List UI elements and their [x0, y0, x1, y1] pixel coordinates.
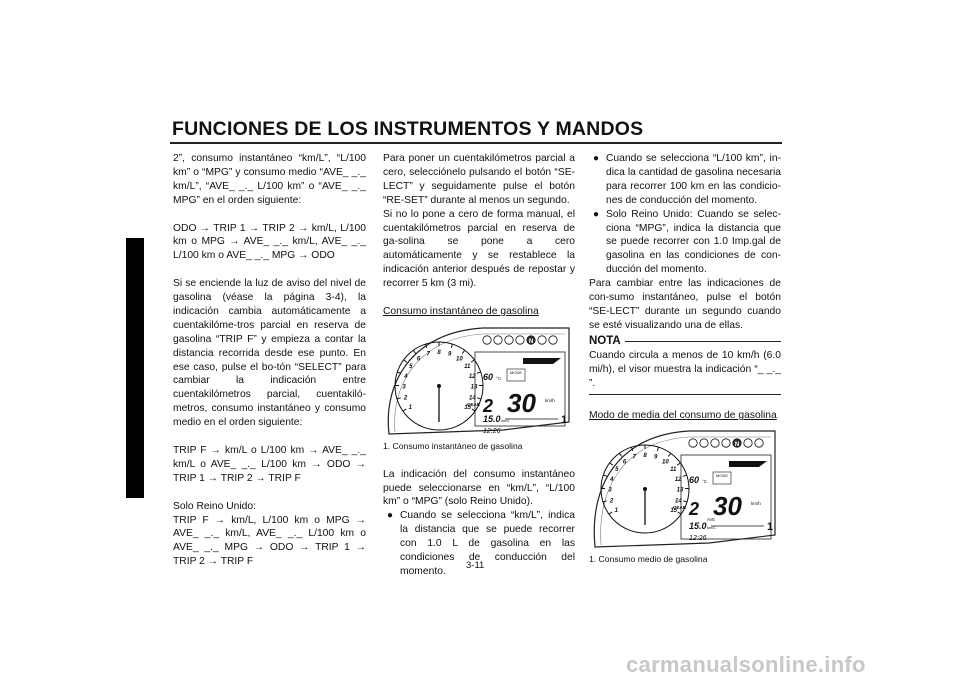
gear-readout: 2 — [689, 499, 700, 520]
page-title: FUNCIONES DE LOS INSTRUMENTOS Y MANDOS — [172, 118, 644, 140]
fuel-consumption-unit: km/L — [501, 417, 510, 423]
paragraph: TRIP F → km/L, L/100 km o MPG → AVE_ _._ km/L, AVE_ _._ L/100 km o AVE_ _._ MPG → ODO → TRIP 1 → TRIP 2 → TRIP F — [173, 514, 366, 568]
tach-number: 8 — [643, 453, 647, 460]
bullet-text: Cuando se selecciona “km/L”, indica la distancia que se puede recorrer con 1.0 L de gasolina en las condiciones de conducción del momento. — [400, 510, 575, 577]
instrument-cluster-svg — [383, 322, 575, 440]
chapter-tab — [126, 238, 144, 498]
average-label: AVE — [707, 517, 716, 523]
speed-unit: km/h — [751, 501, 761, 507]
instrument-figure — [589, 425, 781, 553]
tach-tick — [603, 501, 607, 502]
tach-number: 11 — [464, 364, 471, 371]
indicator-lamp-icon — [722, 439, 730, 447]
indicator-lamp-icon — [538, 336, 546, 344]
brand-logo-icon — [729, 461, 767, 467]
needle-hub — [643, 487, 647, 491]
column-3 — [589, 152, 781, 567]
tach-number: 10 — [456, 356, 463, 363]
tach-number: 1 — [614, 508, 618, 515]
tach-number: 14 — [675, 498, 682, 505]
tach-tick — [610, 463, 613, 465]
tach-tick — [451, 344, 452, 348]
bullet-text: Solo Reino Unido: Cuando se selec-ciona “MPG”, indica la distancia que se puede recorrer con 1.0 Imp.gal de gasolina en las condiciones de con-ducción del momento. — [606, 208, 781, 276]
tach-tick — [404, 360, 407, 362]
tach-tick — [632, 447, 633, 451]
tach-number: 12 — [468, 373, 476, 380]
fuel-consumption-readout: 15.0 — [689, 521, 707, 532]
tach-number: 8 — [437, 349, 441, 356]
fuel-consumption-unit: km/L — [707, 525, 716, 531]
coolant-temp-unit: °C — [702, 479, 708, 485]
paragraph: ODO → TRIP 1 → TRIP 2 → km/L, L/100 km o MPG → AVE_ _._ km/L, AVE_ _._ L/100 km o AVE_ _._ MPG → ODO — [173, 222, 366, 262]
tach-number: 12 — [674, 477, 682, 484]
tach-tick — [472, 409, 475, 411]
tach-tick — [413, 350, 415, 353]
chapter-number: 3 — [128, 259, 135, 273]
tach-number: 2 — [403, 395, 408, 402]
cluster-outline — [594, 431, 775, 547]
tach-number: 4 — [610, 477, 614, 484]
tach-tick — [403, 409, 406, 411]
tach-number: 3 — [402, 384, 406, 391]
instrument-cluster-svg — [589, 425, 781, 553]
indicator-lamp-icon — [744, 439, 752, 447]
tach-number: 10 — [662, 459, 669, 466]
note-label: NOTA — [589, 334, 621, 347]
paragraph: Para poner un cuentakilómetros parcial a cero, selecciónelo pulsando el botón “SE-LECT” y seguidamente pulse el botón “RE-SET” durante al menos un segundo. — [383, 153, 575, 206]
column-1 — [173, 152, 366, 569]
paragraph: Si se enciende la luz de aviso del nivel de gasolina (véase la página 3-4), la indicación cambia automáticamente a cuentakilóme-tros parcial en reserva de gasolina “TRIP F” y empieza a contar la distancia recorrida desde ese punto. En ese caso, pulse el bo-tón “SELECT” para cambiar la indicación entre cuentakilómetros parcial, cuentakiló-metros, consumo instantáneo y consumo medio en el orden siguiente: — [173, 278, 366, 429]
tach-number: 15 — [670, 508, 678, 515]
tach-tick — [477, 398, 481, 399]
clock-readout: 12:26 — [689, 535, 707, 543]
gear-label: GEAR — [673, 505, 687, 511]
indicator-lamp-icon — [711, 439, 719, 447]
tach-tick — [477, 372, 481, 373]
gear-readout: 2 — [483, 395, 494, 416]
brand-logo-icon — [523, 358, 561, 364]
indicator-lamp-icon — [494, 336, 502, 344]
callout-number: 1 — [561, 413, 568, 426]
tach-number: 13 — [470, 384, 478, 391]
tach-tick — [683, 475, 687, 476]
tach-number: 5 — [615, 467, 619, 474]
indicator-lamp-icon — [689, 439, 697, 447]
coolant-temp-unit: °C — [496, 375, 502, 381]
bullet-icon: ● — [593, 208, 600, 220]
tach-tick — [603, 475, 607, 476]
tach-number: 13 — [676, 487, 684, 494]
bullet-text: Cuando se selecciona “L/100 km”, in-dica la cantidad de gasolina necesaria para recorrer 100 km en las condicio-nes de conducción del momento. — [606, 153, 781, 206]
paragraph: Si no lo pone a cero de forma manual, el cuentakilómetros parcial en reserva de ga-solina se pone a cero automáticamente y se restablece la indicación anterior después de repostar y recorrer 5 km (3 mi). — [383, 208, 575, 290]
tach-number: 9 — [654, 454, 658, 461]
paragraph: TRIP F → km/L o L/100 km → AVE_ _._ km/L o AVE_ _._ L/100 km → ODO → TRIP 1 → TRIP 2 → TRIP F — [173, 444, 366, 484]
bullet-item — [589, 208, 781, 278]
cluster-inner-outline — [395, 334, 568, 432]
gear-label: GEAR — [467, 401, 481, 407]
tach-tick — [619, 454, 621, 457]
paragraph: La indicación del consumo instantáneo puede seleccionarse en “km/L”, “L/100 km” o “MPG” (solo Reino Unido). — [383, 468, 575, 508]
neutral-indicator: N — [528, 338, 534, 345]
column-2 — [383, 152, 575, 579]
note-text: Cuando circula a menos de 10 km/h (6.0 mi/h), el visor muestra la indicación “_ _._ ”. — [589, 349, 781, 389]
speed-readout: 30 — [713, 491, 742, 522]
tach-number: 5 — [409, 364, 413, 371]
tach-tick — [683, 501, 687, 502]
paragraph: Para cambiar entre las indicaciones de con-sumo instantáneo, pulse el botón “SE-LECT” durante un segundo cuando se esté visualizando una de ellas. — [589, 278, 781, 331]
tach-number: 11 — [670, 467, 677, 474]
tach-tick — [668, 454, 670, 457]
note-header — [589, 335, 781, 349]
page-number: 3-11 — [466, 560, 485, 571]
note-rule — [625, 341, 781, 342]
indicator-lamp-icon — [700, 439, 708, 447]
tach-number: 4 — [404, 373, 408, 380]
bullet-icon: ● — [387, 510, 394, 522]
mode-label: MODE — [716, 473, 728, 479]
tach-number: 7 — [632, 454, 636, 461]
tach-tick — [609, 512, 612, 514]
indicator-lamp-icon — [755, 439, 763, 447]
tach-tick — [471, 360, 474, 362]
figure-caption: 1. Consumo instantáneo de gasolina — [383, 440, 523, 451]
coolant-temp-readout: 60 — [689, 475, 700, 486]
tach-number: 14 — [469, 395, 476, 402]
instrument-figure — [383, 322, 575, 440]
tach-tick — [462, 350, 464, 353]
tach-number: 6 — [416, 356, 421, 363]
tach-number: 3 — [608, 487, 612, 494]
neutral-indicator: N — [734, 442, 740, 449]
tach-tick — [677, 463, 680, 465]
tach-tick — [678, 512, 681, 514]
section-heading: Modo de media del consumo de gasolina — [589, 410, 777, 422]
speed-readout: 30 — [507, 387, 536, 418]
tach-number: 15 — [464, 404, 472, 411]
tach-number: 9 — [448, 351, 452, 358]
speed-unit: km/h — [545, 397, 555, 403]
bullet-item — [589, 152, 781, 208]
indicator-lamp-icon — [516, 336, 524, 344]
figure-caption: 1. Consumo medio de gasolina — [589, 554, 708, 565]
title-rule — [170, 142, 782, 144]
coolant-temp-readout: 60 — [483, 371, 494, 382]
bullet-icon: ● — [593, 153, 600, 164]
tach-number: 2 — [609, 498, 614, 505]
indicator-lamp-icon — [549, 336, 557, 344]
tach-number: 6 — [622, 459, 627, 466]
paragraph: Solo Reino Unido: — [173, 500, 256, 512]
tach-tick — [657, 447, 658, 451]
tach-number: 1 — [408, 404, 412, 411]
callout-number: 1 — [767, 521, 774, 534]
needle-hub — [437, 384, 441, 388]
indicator-lamp-icon — [483, 336, 491, 344]
paragraph: 2”, consumo instantáneo “km/L”, “L/100 km” o “MPG” y consumo medio “AVE_ _._ km/L”, “AVE_ _._ L/100 km” o “AVE_ _._ MPG” en el orden siguiente: — [173, 153, 366, 206]
clock-readout: 12:26 — [483, 427, 501, 435]
mode-label: MODE — [510, 369, 522, 375]
section-heading: Consumo instantáneo de gasolina — [383, 305, 539, 317]
tach-number: 7 — [426, 351, 430, 358]
fuel-consumption-readout: 15.0 — [483, 413, 501, 424]
watermark: carmanualsonline.info — [626, 652, 866, 677]
indicator-lamp-icon — [505, 336, 513, 344]
